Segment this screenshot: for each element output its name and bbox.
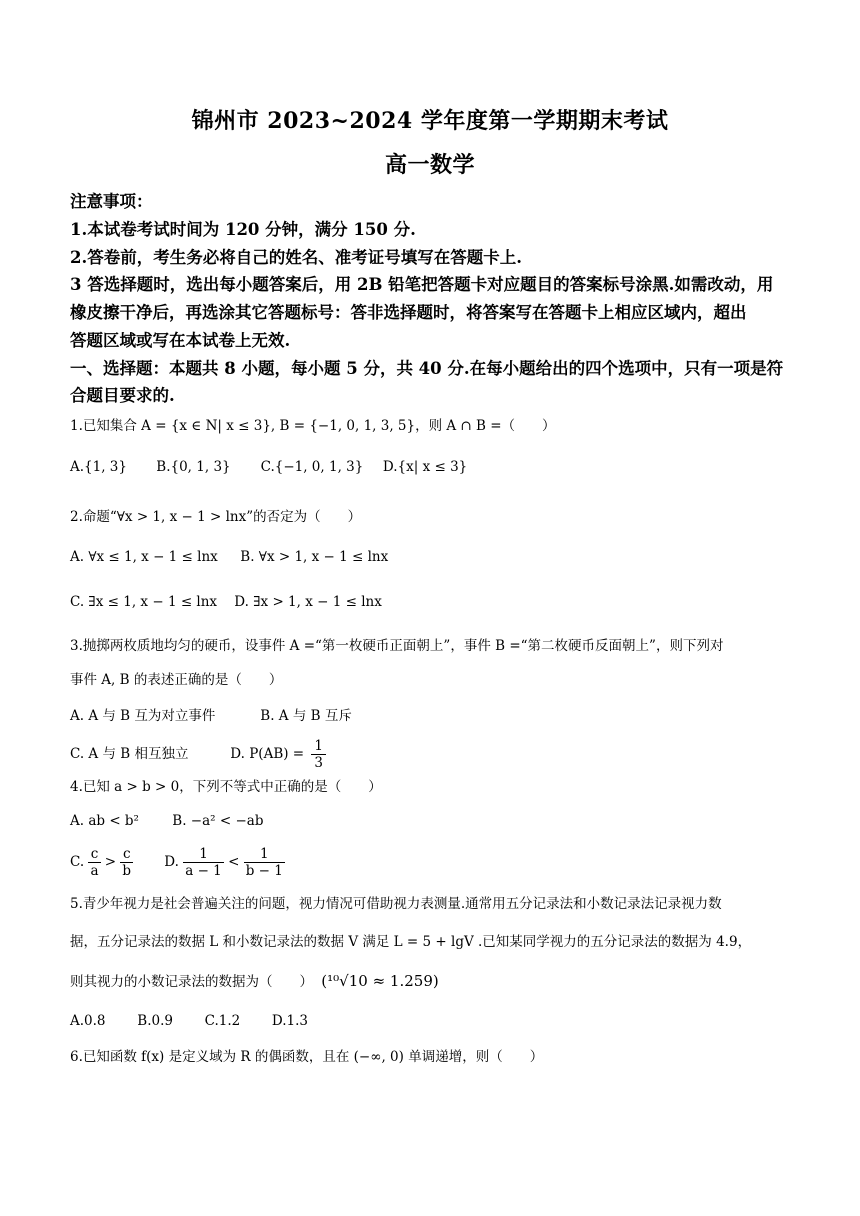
- section-heading-2: 合题目要求的.: [70, 386, 175, 405]
- q2-option-a: A. ∀x ≤ 1, x − 1 ≤ lnx: [70, 549, 218, 565]
- q1-option-c: C.{−1, 0, 1, 3}: [260, 459, 364, 475]
- q5-stem-1: 5.青少年视力是社会普遍关注的问题，视力情况可借助视力表测量.通常用五分记录法和小数记录法记录视力数: [70, 896, 722, 912]
- q3-option-d-label: D. P(AB) =: [230, 746, 305, 762]
- q4-options-cd: [70, 846, 792, 879]
- q2-options-cd: [70, 594, 792, 610]
- q1-options: [70, 459, 792, 475]
- exam-title: 锦州市 2023~2024 学年度第一学期期末考试: [191, 108, 669, 134]
- q1-stem: 1.已知集合 A = {x ∈ N| x ≤ 3}, B = {−1, 0, 1, 3, 5}，则 A ∩ B =（ ）: [70, 418, 556, 434]
- q3-option-c: C. A 与 B 相互独立: [70, 746, 189, 762]
- q4-option-d-label: D.: [164, 854, 179, 870]
- q1-option-a: A.{1, 3}: [70, 459, 127, 475]
- notice-heading: 注意事项：: [70, 192, 153, 211]
- fraction-numerator: c: [122, 846, 131, 862]
- inequality-sign: <: [228, 854, 240, 870]
- notice-line-3b: 橡皮擦干净后，再选涂其它答题标号：答非选择题时，将答案写在答题卡上相应区域内，超出: [70, 303, 747, 322]
- q5-stem-3-text: 则其视力的小数记录法的数据为（ ）: [70, 974, 313, 990]
- q5-stem-2: 据，五分记录法的数据 L 和小数记录法的数据 V 满足 L = 5 + lgV .已知某同学视力的五分记录法的数据为 4.9，: [70, 934, 752, 950]
- fraction: [244, 846, 285, 879]
- q3-option-a: A. A 与 B 互为对立事件: [70, 708, 216, 724]
- fraction: [311, 738, 326, 771]
- q5-option-c: C.1.2: [204, 1013, 241, 1029]
- fraction-numerator: 1: [199, 846, 208, 862]
- q4-option-b: B. −a² < −ab: [172, 813, 264, 829]
- q4-option-a: A. ab < b²: [70, 813, 139, 829]
- q5-option-d: D.1.3: [271, 1013, 308, 1029]
- fraction: [183, 846, 224, 879]
- q3-option-d: [230, 738, 326, 771]
- fraction-denominator: b − 1: [245, 863, 283, 879]
- fraction-denominator: a: [90, 863, 99, 879]
- notice-line-3c: 答题区域或写在本试卷上无效.: [70, 331, 291, 350]
- q1-option-b: B.{0, 1, 3}: [156, 459, 231, 475]
- q5-hint: (¹⁰√10 ≈ 1.259): [321, 972, 439, 990]
- fraction: [120, 846, 133, 879]
- q2-options-ab: [70, 549, 792, 565]
- q3-stem-2: 事件 A, B 的表述正确的是（ ）: [70, 672, 283, 688]
- section-heading-1: 一、选择题：本题共 8 小题，每小题 5 分，共 40 分.在每小题给出的四个选项中，只有一项是符: [70, 359, 784, 378]
- q4-option-c: [70, 846, 160, 879]
- exam-subject: 高一数学: [384, 152, 475, 178]
- q5-option-a: A.0.8: [70, 1013, 106, 1029]
- q3-options-cd: [70, 738, 792, 771]
- q2-stem: 2.命题“∀x > 1, x − 1 > lnx”的否定为（ ）: [70, 509, 362, 525]
- fraction-numerator: 1: [259, 846, 269, 862]
- q4-option-d: [164, 846, 285, 879]
- q4-options-ab: [70, 813, 792, 829]
- q2-option-c: C. ∃x ≤ 1, x − 1 ≤ lnx: [70, 594, 218, 610]
- fraction-numerator: 1: [314, 738, 324, 754]
- fraction-denominator: b: [122, 863, 132, 879]
- q5-options: [70, 1013, 792, 1029]
- q2-option-d: D. ∃x > 1, x − 1 ≤ lnx: [234, 594, 382, 610]
- q5-option-b: B.0.9: [137, 1013, 173, 1029]
- q3-stem-1: 3.抛掷两枚质地均匀的硬币，设事件 A =“第一枚硬币正面朝上”，事件 B =“第二枚硬币反面朝上”，则下列对: [70, 638, 724, 654]
- q1-option-d: D.{x| x ≤ 3}: [382, 459, 468, 475]
- notice-line-1: 1.本试卷考试时间为 120 分钟，满分 150 分.: [70, 220, 416, 239]
- fraction-denominator: a − 1: [185, 863, 222, 879]
- fraction-numerator: c: [90, 846, 99, 862]
- q3-option-b: B. A 与 B 互斥: [260, 708, 352, 724]
- notice-line-2: 2.答卷前，考生务必将自己的姓名、准考证号填写在答题卡上.: [70, 248, 522, 267]
- q5-stem-3: [70, 970, 792, 990]
- q2-option-b: B. ∀x > 1, x − 1 ≤ lnx: [240, 549, 389, 565]
- q6-stem: 6.已知函数 f(x) 是定义域为 R 的偶函数，且在 (−∞, 0) 单调递增，则（ ）: [70, 1049, 544, 1065]
- q4-stem: 4.已知 a > b > 0，下列不等式中正确的是（ ）: [70, 779, 382, 795]
- q3-options-ab: [70, 704, 792, 724]
- notice-line-3a: 3 答选择题时，选出每小题答案后，用 2B 铅笔把答题卡对应题目的答案标号涂黑.如需改动，用: [70, 275, 774, 294]
- fraction-denominator: 3: [311, 754, 326, 771]
- fraction: [88, 846, 100, 879]
- q4-option-c-label: C.: [70, 854, 85, 870]
- inequality-sign: >: [104, 854, 117, 870]
